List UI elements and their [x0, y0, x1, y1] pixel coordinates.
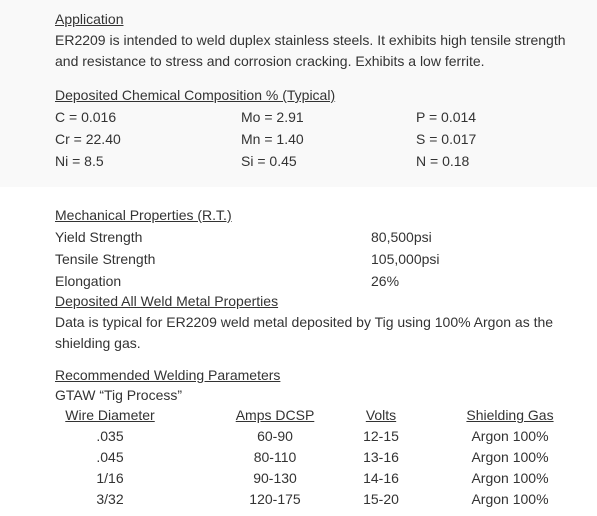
mechanical-row — [55, 226, 432, 248]
chemical-value: Mn = 1.40 — [241, 131, 304, 147]
table-cell: .045 — [96, 449, 124, 465]
property-name: Tensile Strength — [55, 251, 156, 267]
table-row — [55, 489, 585, 510]
property-value: 105,000psi — [371, 251, 440, 267]
chemical-value: Si = 0.45 — [241, 153, 297, 169]
mechanical-row — [55, 248, 440, 270]
chemical-row — [55, 106, 477, 128]
chemical-value: P = 0.014 — [416, 109, 477, 125]
table-cell: Argon 100% — [471, 428, 549, 444]
property-value: 80,500psi — [371, 229, 432, 245]
table-cell: 14-16 — [363, 470, 399, 486]
table-cell: Argon 100% — [471, 491, 549, 507]
table-cell: 15-20 — [363, 491, 399, 507]
table-cell: Argon 100% — [471, 449, 549, 465]
table-cell: Argon 100% — [471, 470, 549, 486]
application-text-line: ER2209 is intended to weld duplex stainless steels. It exhibits high tensile strength — [55, 32, 566, 48]
column-header-shielding-gas: Shielding Gas — [466, 407, 554, 423]
table-cell: 120-175 — [249, 491, 301, 507]
chemical-value: Cr = 22.40 — [55, 131, 121, 147]
process-subheading: GTAW “Tig Process” — [55, 387, 183, 403]
chemical-composition-heading: Deposited Chemical Composition % (Typical) — [55, 87, 336, 103]
application-heading: Application — [55, 11, 124, 27]
mechanical-properties-section — [55, 204, 440, 292]
chemical-composition-section — [55, 84, 477, 172]
table-cell: 13-16 — [363, 449, 399, 465]
property-value: 26% — [371, 273, 400, 289]
chemical-value: N = 0.18 — [416, 153, 470, 169]
property-name: Elongation — [55, 273, 122, 289]
chemical-row — [55, 150, 470, 172]
weld-metal-text-line: shielding gas. — [55, 335, 141, 351]
table-cell: 80-110 — [253, 449, 297, 465]
weld-metal-heading: Deposited All Weld Metal Properties — [55, 293, 279, 309]
application-section — [55, 9, 566, 72]
chemical-row — [55, 128, 477, 150]
table-cell: 90-130 — [253, 470, 297, 486]
weld-metal-text-line: Data is typical for ER2209 weld metal deposited by Tig using 100% Argon as the — [55, 314, 554, 330]
table-header-row — [55, 405, 585, 426]
mechanical-properties-heading: Mechanical Properties (R.T.) — [55, 207, 232, 223]
column-header-volts: Volts — [365, 407, 397, 423]
application-text-line: and resistance to stress and corrosion cracking. Exhibits a low ferrite. — [55, 53, 485, 69]
table-cell: 1/16 — [96, 470, 124, 486]
table-cell: .035 — [96, 428, 124, 444]
welding-parameters-heading: Recommended Welding Parameters — [55, 367, 281, 383]
weld-metal-section — [55, 291, 553, 354]
chemical-value: Ni = 8.5 — [55, 153, 104, 169]
welding-parameters-section — [55, 365, 585, 510]
chemical-value: Mo = 2.91 — [241, 109, 304, 125]
table-row — [55, 447, 585, 468]
chemical-value: S = 0.017 — [416, 131, 477, 147]
mechanical-row — [55, 270, 400, 292]
table-row — [55, 426, 585, 447]
column-header-wire-diameter: Wire Diameter — [65, 407, 155, 423]
table-row — [55, 468, 585, 489]
table-cell: 60-90 — [257, 428, 293, 444]
parameters-table — [55, 405, 585, 510]
property-name: Yield Strength — [55, 229, 143, 245]
chemical-value: C = 0.016 — [55, 109, 117, 125]
table-cell: 12-15 — [363, 428, 399, 444]
table-cell: 3/32 — [96, 491, 124, 507]
column-header-amps: Amps DCSP — [235, 407, 315, 423]
